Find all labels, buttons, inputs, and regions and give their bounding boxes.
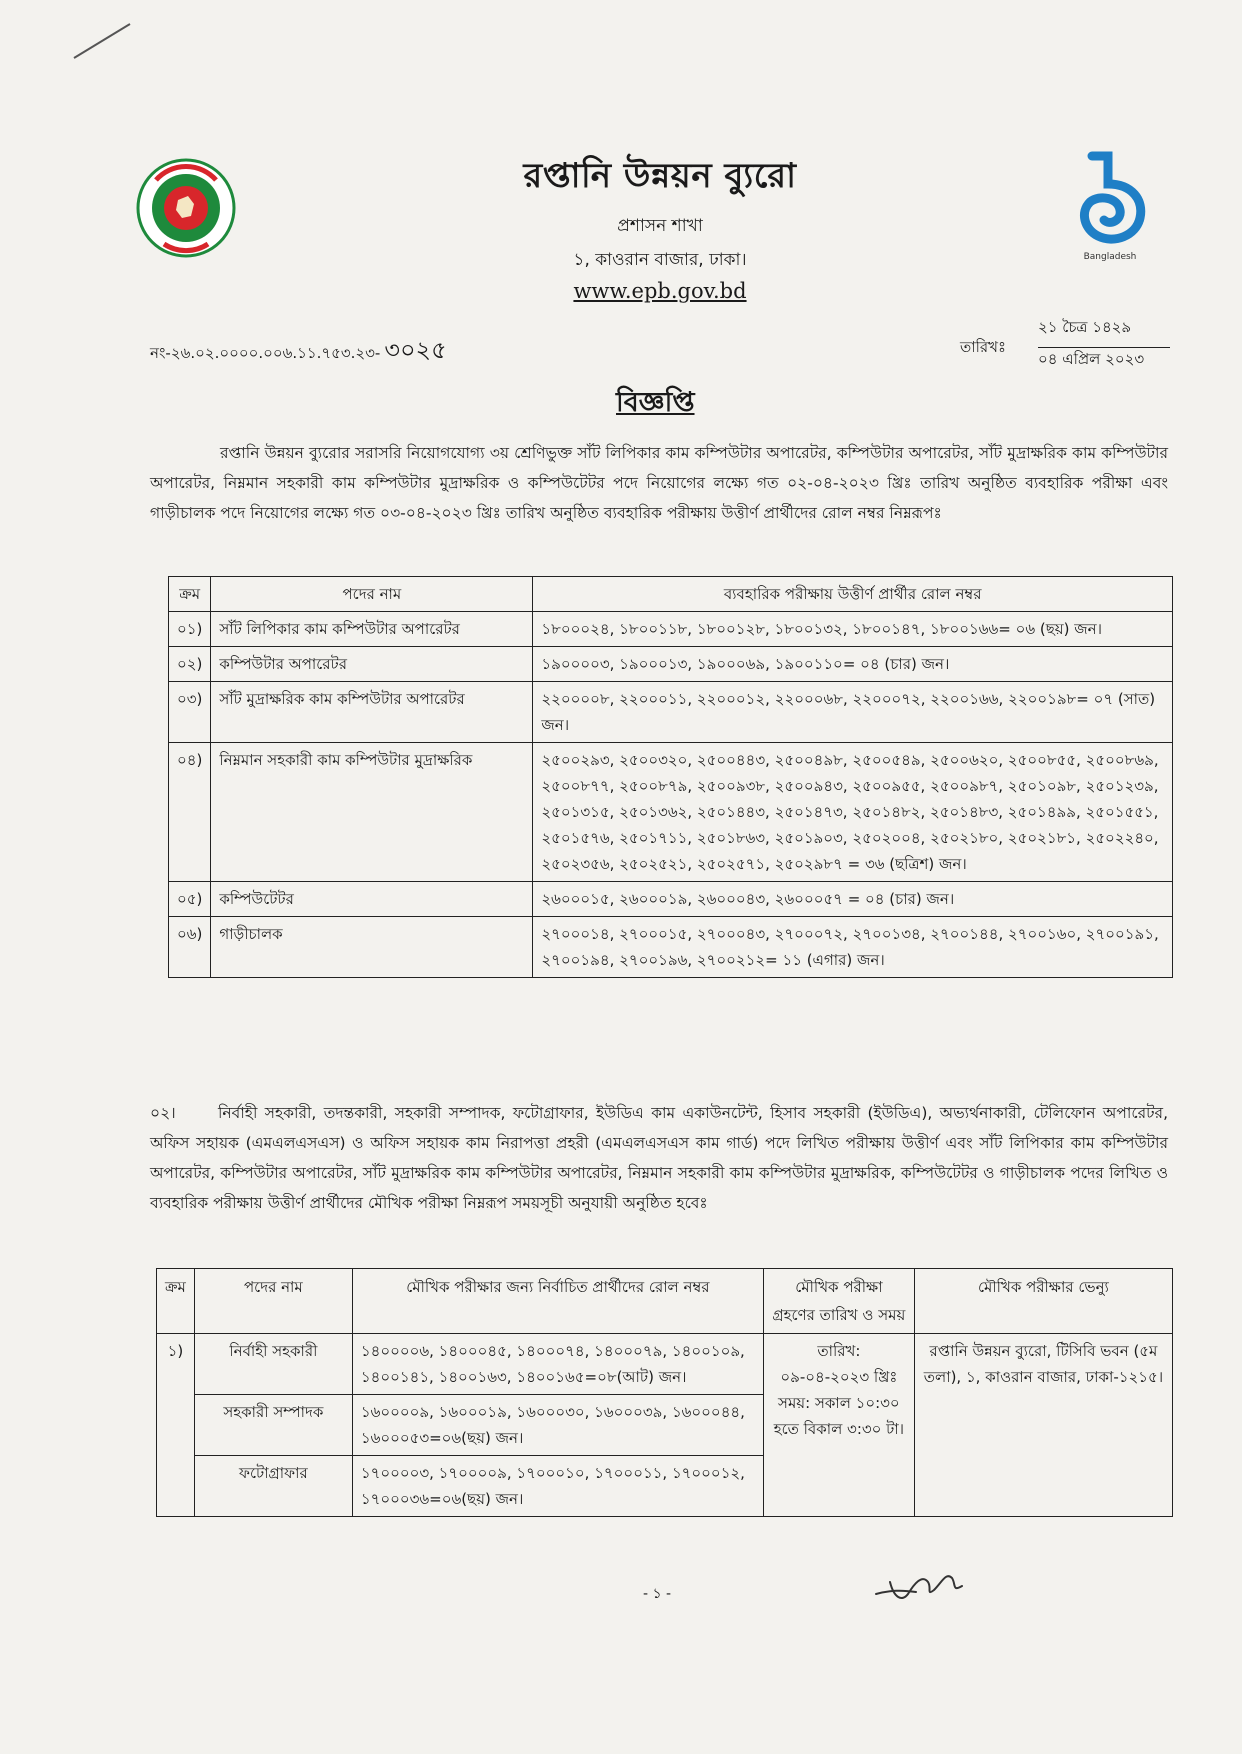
row-rolls: ১৯০০০০৩, ১৯০০০১৩, ১৯০০০৬৯, ১৯০০১১০= ০৪ (চার) জন। <box>533 647 1173 682</box>
date-bangla: ২১ চৈত্র ১৪২৯ <box>1038 316 1170 348</box>
row-post: কম্পিউটার অপারেটর <box>211 647 533 682</box>
col-rolls: মৌখিক পরীক্ষার জন্য নির্বাচিত প্রার্থীদের রোল নম্বর <box>352 1269 763 1334</box>
memo-handwritten-number: ৩০২৫ <box>384 336 447 364</box>
viva-paragraph <box>150 1098 1168 1218</box>
practical-results-table <box>168 576 1173 978</box>
row-rolls: ২৬০০০১৫, ২৬০০০১৯, ২৬০০০৪৩, ২৬০০০৫৭ = ০৪ (চার) জন। <box>533 882 1173 917</box>
row-post: সাঁট মুদ্রাক্ষরিক কাম কম্পিউটার অপারেটর <box>211 682 533 743</box>
table-row <box>169 882 1173 917</box>
table-row <box>157 1334 1173 1395</box>
row-post: নিম্নমান সহকারী কাম কম্পিউটার মুদ্রাক্ষরিক <box>211 743 533 882</box>
table-row <box>169 743 1173 882</box>
row-post: কম্পিউটেটর <box>211 882 533 917</box>
row-serial: ০২) <box>169 647 211 682</box>
col-serial: ক্রম <box>157 1269 195 1334</box>
row-post: ফটোগ্রাফার <box>194 1456 352 1517</box>
letterhead <box>470 150 850 303</box>
paragraph-number: ০২। <box>150 1104 176 1122</box>
logo-caption: Bangladesh <box>1083 252 1137 262</box>
row-post: সহকারী সম্পাদক <box>194 1395 352 1456</box>
col-rolls: ব্যবহারিক পরীক্ষায় উত্তীর্ণ প্রার্থীর রোল নম্বর <box>533 577 1173 612</box>
col-post: পদের নাম <box>194 1269 352 1334</box>
viva-venue: রপ্তানি উন্নয়ন ব্যুরো, টিসিবি ভবন (৫ম তলা), ১, কাওরান বাজার, ঢাকা-১২১৫। <box>914 1334 1172 1517</box>
col-venue: মৌখিক পরীক্ষার ভেন্যু <box>914 1269 1172 1334</box>
row-serial: ০১) <box>169 612 211 647</box>
row-serial: ০৩) <box>169 682 211 743</box>
row-rolls: ১৪০০০০৬, ১৪০০০৪৫, ১৪০০০৭৪, ১৪০০০৭৯, ১৪০০১০৯, ১৪০০১৪১, ১৪০০১৬৩, ১৪০০১৬৫=০৮(আট) জন। <box>352 1334 763 1395</box>
table-row <box>169 647 1173 682</box>
row-serial: ১) <box>157 1334 195 1517</box>
row-rolls: ১৭০০০০৩, ১৭০০০০৯, ১৭০০০১০, ১৭০০০১১, ১৭০০০১২, ১৭০০০৩৬=০৬(ছয়) জন। <box>352 1456 763 1517</box>
table-header-row <box>157 1269 1173 1334</box>
row-rolls: ২৭০০০১৪, ২৭০০০১৫, ২৭০০০৪৩, ২৭০০০৭২, ২৭০০১৩৪, ২৭০০১৪৪, ২৭০০১৬০, ২৭০০১৯১, ২৭০০১৯৪, ২৭০০১৯৬, ২৭০০২১২= ১১ (এগার) জন। <box>533 917 1173 978</box>
row-rolls: ২২০০০০৮, ২২০০০১১, ২২০০০১২, ২২০০০৬৮, ২২০০০৭২, ২২০০১৬৬, ২২০০১৯৮= ০৭ (সাত) জন। <box>533 682 1173 743</box>
pen-stroke-mark <box>72 22 142 62</box>
branch-name: প্রশাসন শাখা <box>617 216 703 236</box>
intro-paragraph: রপ্তানি উন্নয়ন ব্যুরোর সরাসরি নিয়োগযোগ্য ৩য় শ্রেণিভুক্ত সাঁট লিপিকার কাম কম্পিউটার অপারেটর, কম্পিউটার অপারেটর, সাঁট মুদ্রাক্ষরিক কাম কম্পিউটার অপারেটর, নিম্নমান সহকারী কাম কম্পিউটার মুদ্রাক্ষরিক ও কম্পিউটেটর পদে নিয়োগের লক্ষ্যে গত ০২-০৪-২০২৩ খ্রিঃ তারিখ অনুষ্ঠিত ব্যবহারিক পরীক্ষা এবং গাড়ীচালক পদে নিয়োগের লক্ষ্যে গত ০৩-০৪-২০২৩ খ্রিঃ তারিখ অনুষ্ঠিত ব্যবহারিক পরীক্ষায় উত্তীর্ণ প্রার্থীদের রোল নম্বর নিম্নরূপঃ <box>150 444 1168 522</box>
memo-number <box>150 332 447 372</box>
col-serial: ক্রম <box>169 577 211 612</box>
date-english: ০৪ এপ্রিল ২০২৩ <box>1038 350 1145 368</box>
col-post: পদের নাম <box>211 577 533 612</box>
epb-logo-icon <box>1070 148 1150 248</box>
website-link[interactable]: www.epb.gov.bd <box>573 279 747 303</box>
viva-schedule-table <box>156 1268 1173 1517</box>
row-serial: ০৪) <box>169 743 211 882</box>
date-label: তারিখঃ <box>960 338 1006 356</box>
row-rolls: ২৫০০২৯৩, ২৫০০৩২০, ২৫০০৪৪৩, ২৫০০৪৯৮, ২৫০০৫৪৯, ২৫০০৬২০, ২৫০০৮৫৫, ২৫০০৮৬৯, ২৫০০৮৭৭, ২৫০০৮৭৯, ২৫০০৯৩৮, ২৫০০৯৪৩, ২৫০০৯৫৫, ২৫০০৯৮৭, ২৫০১০৯৮, ২৫০১২৩৯, ২৫০১৩১৫, ২৫০১৩৬২, ২৫০১৪৪৩, ২৫০১৪৭৩, ২৫০১৪৮২, ২৫০১৪৮৩, ২৫০১৪৯৯, ২৫০১৫৫১, ২৫০১৫৭৬, ২৫০১৭১১, ২৫০১৮৬৩, ২৫০১৯০৩, ২৫০২০০৪, ২৫০২১৮০, ২৫০২১৮১, ২৫০২২৪০, ২৫০২৩৫৬, ২৫০২৫২১, ২৫০২৫৭১, ২৫০২৯৮৭ = ৩৬ (ছত্রিশ) জন। <box>533 743 1173 882</box>
org-name: রপ্তানি উন্নয়ন ব্যুরো <box>523 156 797 196</box>
row-rolls: ১৬০০০০৯, ১৬০০০১৯, ১৬০০০৩০, ১৬০০০৩৯, ১৬০০০৪৪, ১৬০০০৫৩=০৬(ছয়) জন। <box>352 1395 763 1456</box>
table-header-row <box>169 577 1173 612</box>
epb-logo <box>1050 148 1170 262</box>
row-post: সাঁট লিপিকার কাম কম্পিউটার অপারেটর <box>211 612 533 647</box>
paragraph-text: নির্বাহী সহকারী, তদন্তকারী, সহকারী সম্পাদক, ফটোগ্রাফার, ইউডিএ কাম একাউনটেন্ট, হিসাব সহকারী (ইউডিএ), অভ্যর্থনাকারী, টেলিফোন অপারেটর, অফিস সহায়ক (এমএলএসএস) ও অফিস সহায়ক কাম নিরাপত্তা প্রহরী (এমএলএসএস কাম গার্ড) পদে লিখিত পরীক্ষায় উত্তীর্ণ এবং সাঁট লিপিকার কাম কম্পিউটার অপারেটর, কম্পিউটার অপারেটর, সাঁট মুদ্রাক্ষরিক কাম কম্পিউটার অপারেটর, নিম্নমান সহকারী কাম কম্পিউটার মুদ্রাক্ষরিক, কম্পিউটেটর ও গাড়ীচালক পদের লিখিত ও ব্যবহারিক পরীক্ষায় উত্তীর্ণ প্রার্থীদের মৌখিক পরীক্ষা নিম্নরূপ সময়সূচী অনুযায়ী অনুষ্ঠিত হবেঃ <box>150 1104 1168 1212</box>
government-seal-icon <box>136 158 236 258</box>
signature-icon <box>872 1560 972 1610</box>
row-post: নির্বাহী সহকারী <box>194 1334 352 1395</box>
page-number: - ১ - <box>643 1586 672 1602</box>
table-row <box>169 682 1173 743</box>
table-row <box>169 612 1173 647</box>
org-address: ১, কাওরান বাজার, ঢাকা। <box>573 250 747 270</box>
viva-datetime: তারিখ: ০৯-০৪-২০২৩ খ্রিঃ সময়: সকাল ১০:৩০ হতে বিকাল ৩:৩০ টা। <box>763 1334 914 1517</box>
col-datetime: মৌখিক পরীক্ষা গ্রহণের তারিখ ও সময় <box>763 1269 914 1334</box>
notice-title: বিজ্ঞপ্তি <box>616 387 695 418</box>
row-serial: ০৫) <box>169 882 211 917</box>
row-serial: ০৬) <box>169 917 211 978</box>
memo-number-text: নং-২৬.০২.০০০০.০০৬.১১.৭৫৩.২৩- <box>150 344 381 362</box>
row-rolls: ১৮০০০২৪, ১৮০০১১৮, ১৮০০১২৮, ১৮০০১৩২, ১৮০০১৪৭, ১৮০০১৬৬= ০৬ (ছয়) জন। <box>533 612 1173 647</box>
row-post: গাড়ীচালক <box>211 917 533 978</box>
table-row <box>169 917 1173 978</box>
